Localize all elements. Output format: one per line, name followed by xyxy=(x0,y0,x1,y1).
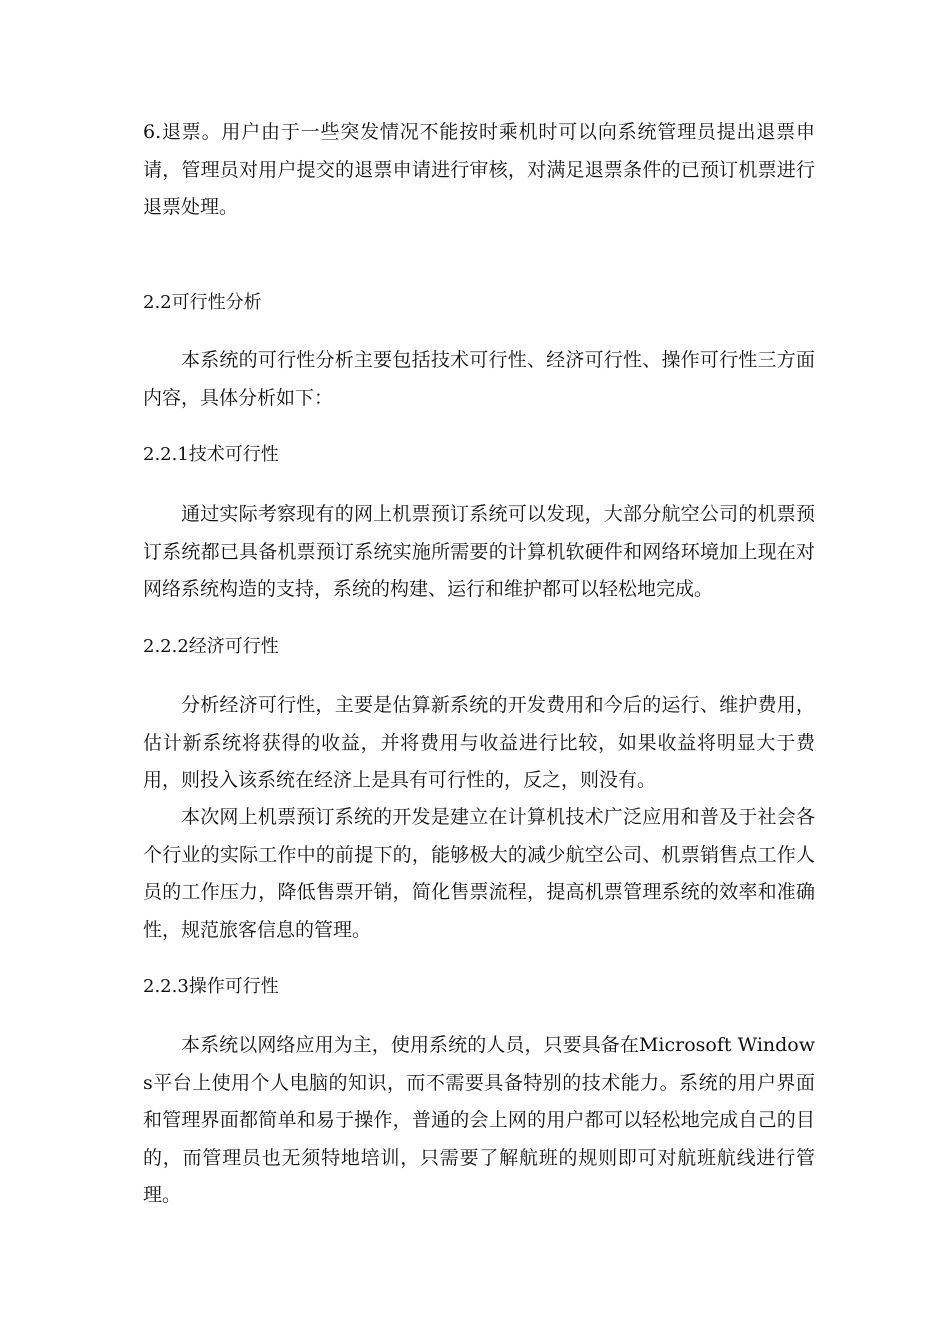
heading-technical-feasibility: 2.2.1技术可行性 xyxy=(143,444,279,465)
paragraph-feasibility-intro: 本系统的可行性分析主要包括技术可行性、经济可行性、操作可行性三方面内容，具体分析如下： xyxy=(143,349,815,409)
heading-operational-feasibility: 2.2.3操作可行性 xyxy=(143,976,279,997)
paragraph-economic-feasibility-1: 分析经济可行性，主要是估算新系统的开发费用和今后的运行、维护费用，估计新系统将获得的收益，并将费用与收益进行比较，如果收益将明显大于费用，则投入该系统在经济上是具有可行性的，反之，则没有。 xyxy=(143,694,815,791)
heading-feasibility-analysis: 2.2可行性分析 xyxy=(143,292,262,313)
paragraph-operational-feasibility: 本系统以网络应用为主，使用系统的人员，只要具备在Microsoft Windows平台上使用个人电脑的知识，而不需要具备特别的技术能力。系统的用户界面和管理界面都简单和易于操作，普通的会上网的用户都可以轻松地完成自己的目的，而管理员也无须特地培训，只需要了解航班的规则即可对航班航线进行管理。 xyxy=(143,1034,815,1206)
paragraph-economic-feasibility-2: 本次网上机票预订系统的开发是建立在计算机技术广泛应用和普及于社会各个行业的实际工作中的前提下的，能够极大的减少航空公司、机票销售点工作人员的工作压力，降低售票开销，简化售票流程，提高机票管理系统的效率和准确性，规范旅客信息的管理。 xyxy=(143,806,815,941)
paragraph-technical-feasibility: 通过实际考察现有的网上机票预订系统可以发现，大部分航空公司的机票预订系统都已具备机票预订系统实施所需要的计算机软硬件和网络环境加上现在对网络系统构造的支持，系统的构建、运行和维护都可以轻松地完成。 xyxy=(143,503,815,600)
heading-economic-feasibility: 2.2.2经济可行性 xyxy=(143,636,279,657)
paragraph-refund: 6.退票。用户由于一些突发情况不能按时乘机时可以向系统管理员提出退票申请，管理员对用户提交的退票申请进行审核，对满足退票条件的已预订机票进行退票处理。 xyxy=(143,121,815,218)
